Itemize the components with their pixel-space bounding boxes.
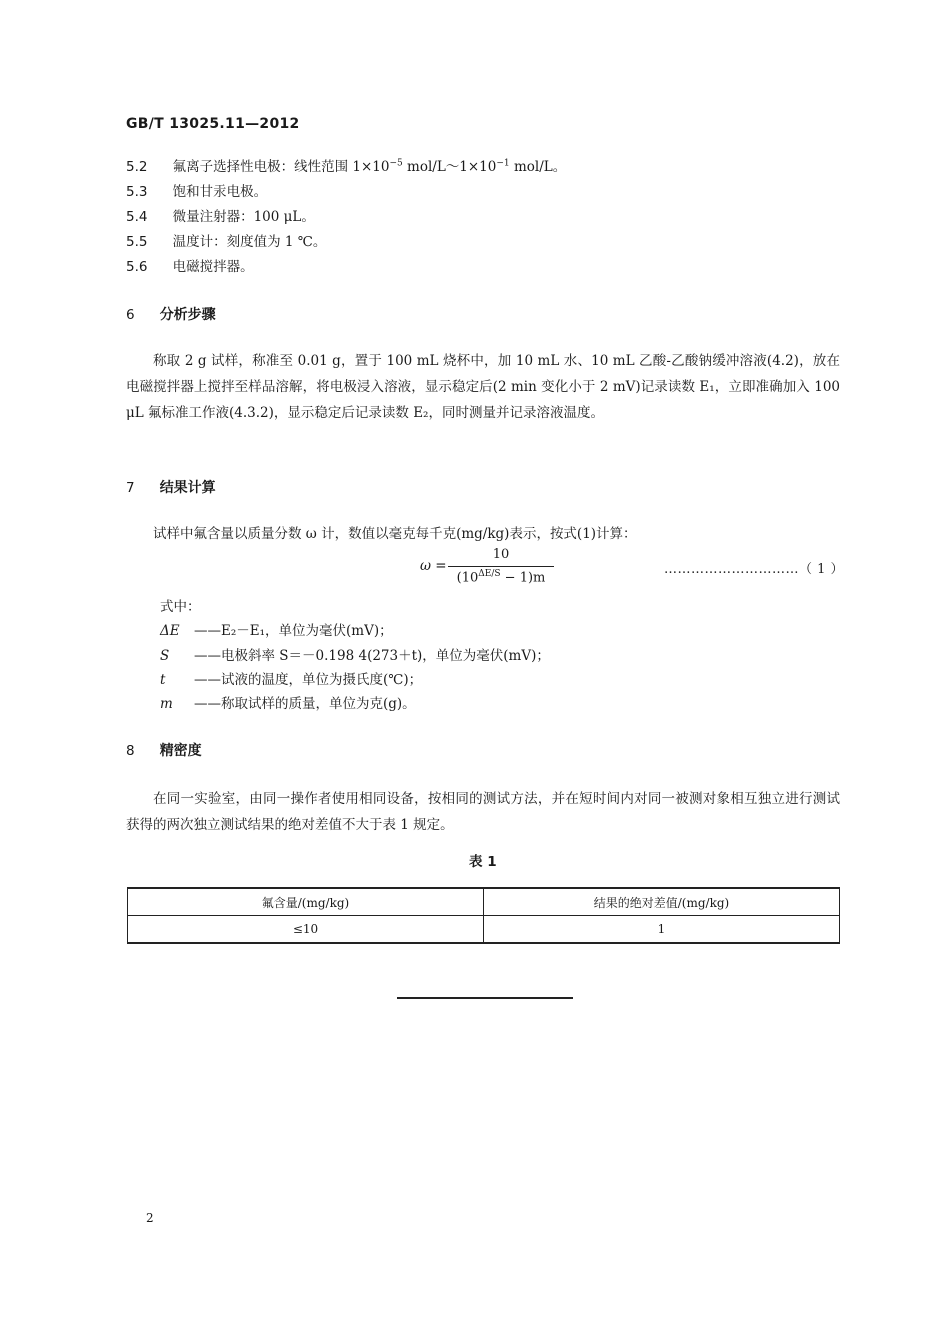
list-item bbox=[126, 205, 315, 225]
item-text: 饱和甘汞电极。 bbox=[172, 184, 268, 200]
section-heading-8 bbox=[126, 740, 202, 760]
table-row bbox=[128, 916, 840, 944]
section-number: 7 bbox=[126, 480, 135, 496]
table-header-row bbox=[128, 888, 840, 916]
end-of-document-rule bbox=[397, 997, 573, 999]
where-label: 式中： bbox=[160, 599, 201, 615]
table-caption: 表 1 bbox=[469, 854, 497, 870]
definition-row bbox=[160, 692, 416, 712]
item-number: 5.5 bbox=[126, 234, 148, 250]
section-number: 6 bbox=[126, 307, 135, 323]
table-cell: ≤10 bbox=[128, 916, 484, 944]
definition-text: ——称取试样的质量，单位为克(g)。 bbox=[194, 696, 416, 712]
item-text: 氟离子选择性电极：线性范围 $1\times 10^{-5}$ mol/$L\sim 1\times 10^{-1}$ mol/L。 bbox=[172, 158, 567, 175]
definition-symbol: S bbox=[160, 648, 170, 664]
table-cell: 1 bbox=[484, 916, 840, 944]
definition-symbol: t bbox=[160, 672, 166, 688]
section-6-paragraph: 称取 2 g 试样，称准至 0.01 g，置于 100 mL 烧杯中，加 10 mL 水、10 mL 乙酸-乙酸钠缓冲溶液(4.2)，放在电磁搅拌器上搅拌至样品溶解，将电极浸入溶液，显示稳定后(2 min 变化小于 2 mV)记录读数 E₁，立即准确加入 100 μL 氟标准工作液(4.3.2)，显示稳定后记录读数 E₂，同时测量并记录溶液温度。 bbox=[126, 353, 840, 421]
section-title: 结果计算 bbox=[159, 480, 216, 496]
formula-numerator: 10 bbox=[492, 547, 510, 562]
section-title: 精密度 bbox=[159, 743, 202, 759]
item-text: 电磁搅拌器。 bbox=[172, 259, 254, 275]
definition-text: ——电极斜率 S＝－0.198 4(273＋t)，单位为毫伏(mV)； bbox=[194, 648, 550, 664]
definition-text: ——试液的温度，单位为摄氏度(℃)； bbox=[194, 672, 423, 688]
list-item bbox=[126, 155, 566, 175]
definition-row bbox=[160, 644, 550, 664]
list-item bbox=[126, 180, 267, 200]
definition-symbol: ΔE bbox=[160, 623, 180, 639]
item-text: 微量注射器：100 μL。 bbox=[172, 209, 315, 225]
section-heading-6 bbox=[126, 304, 216, 324]
definition-row bbox=[160, 619, 393, 639]
item-number: 5.4 bbox=[126, 209, 148, 225]
table-header-cell: 氟含量/(mg/kg) bbox=[128, 888, 484, 916]
section-7-paragraph: 试样中氟含量以质量分数 ω 计，数值以毫克每千克(mg/kg)表示，按式(1)计算： bbox=[153, 526, 637, 542]
section-number: 8 bbox=[126, 743, 135, 759]
table-header-cell: 结果的绝对差值/(mg/kg) bbox=[484, 888, 840, 916]
list-item bbox=[126, 255, 254, 275]
item-text: 温度计：刻度值为 1 ℃。 bbox=[172, 234, 327, 250]
definition-text: ——E₂－E₁，单位为毫伏(mV)； bbox=[194, 623, 393, 639]
section-heading-7 bbox=[126, 477, 216, 497]
list-item bbox=[126, 230, 326, 250]
item-number: 5.6 bbox=[126, 259, 148, 275]
precision-table bbox=[127, 887, 840, 944]
definition-row bbox=[160, 668, 422, 688]
item-number: 5.3 bbox=[126, 184, 148, 200]
formula-lhs: ω = bbox=[420, 558, 447, 574]
formula-denominator: $(10^{\Delta E/S} - 1)m$ bbox=[456, 569, 546, 586]
section-8-paragraph: 在同一实验室，由同一操作者使用相同设备，按相同的测试方法，并在短时间内对同一被测对象相互独立进行测试获得的两次独立测试结果的绝对差值不大于表 1 规定。 bbox=[126, 791, 840, 833]
definition-symbol: m bbox=[160, 696, 173, 712]
standard-code-header: GB/T 13025.11—2012 bbox=[126, 116, 300, 132]
page-number: 2 bbox=[146, 1211, 154, 1225]
formula-reference: …………………………（ 1 ） bbox=[664, 562, 845, 577]
item-number: 5.2 bbox=[126, 159, 148, 175]
fraction-bar bbox=[448, 566, 554, 567]
section-title: 分析步骤 bbox=[159, 307, 216, 323]
